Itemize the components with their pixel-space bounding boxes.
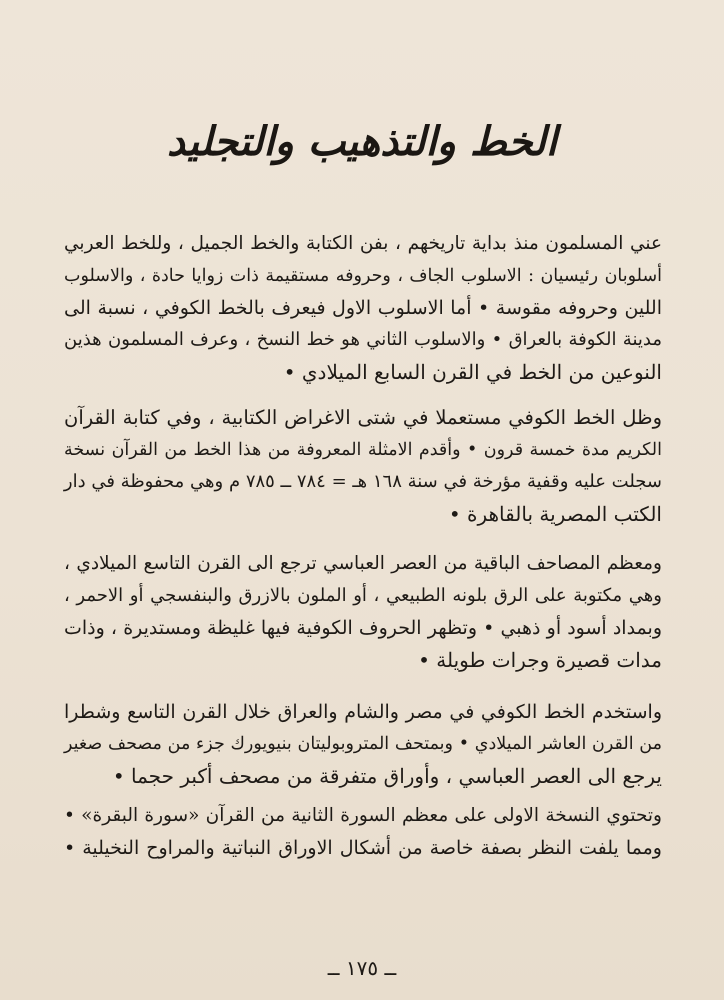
paragraph <box>64 402 662 530</box>
page-number: ــ ١٧٥ ــ <box>327 956 397 980</box>
paragraph <box>64 548 662 676</box>
text-line: مدينة الكوفة بالعراق • والاسلوب الثاني هو خط النسخ ، وعرف المسلمون هذين <box>64 329 662 350</box>
text-line: وتحتوي النسخة الاولى على معظم السورة الثانية من القرآن «سورة البقرة» • <box>64 805 662 826</box>
text-line: سجلت عليه وقفية مؤرخة في سنة ١٦٨ هـ = ٧٨٤ ــ ٧٨٥ م وهي محفوظة في دار <box>63 471 662 492</box>
text-line: ومما يلفت النظر بصفة خاصة من أشكال الاوراق النباتية والمراوح النخيلية • <box>64 837 662 859</box>
paragraph <box>64 228 662 388</box>
chapter-title: الخط والتذهيب والتجليد <box>167 118 557 165</box>
text-line: ومعظم المصاحف الباقية من العصر العباسي ترجع الى القرن التاسع الميلادي ، <box>64 553 662 574</box>
text-line: وهي مكتوبة على الرق بلونه الطبيعي ، أو الملون بالازرق والبنفسجي أو الاحمر ، <box>64 585 662 606</box>
text-line: من القرن العاشر الميلادي • وبمتحف المتروبوليتان بنيويورك جزء من مصحف صغير <box>64 734 662 754</box>
text-line: الكريم مدة خمسة قرون • وأقدم الامثلة المعروفة من هذا الخط من القرآن نسخة <box>64 440 662 460</box>
text-line: النوعين من الخط في القرن السابع الميلادي • <box>283 360 662 384</box>
text-line: اللين وحروفه مقوسة • أما الاسلوب الاول فيعرف بالخط الكوفي ، نسبة الى <box>64 297 662 319</box>
text-line: واستخدم الخط الكوفي في مصر والشام والعراق خلال القرن التاسع وشطرا <box>64 701 662 723</box>
text-line: وبمداد أسود أو ذهبي • وتظهر الحروف الكوفية فيها غليظة ومستديرة ، وذات <box>64 617 662 639</box>
text-line: الكتب المصرية بالقاهرة • <box>448 502 662 526</box>
body-text <box>64 228 662 864</box>
text-line: يرجع الى العصر العباسي ، وأوراق متفرقة من مصحف أكبر حجما • <box>112 764 662 788</box>
paragraph <box>64 800 662 864</box>
text-line: عني المسلمون منذ بداية تاريخهم ، بفن الكتابة والخط الجميل ، وللخط العربي <box>64 233 662 254</box>
text-line: مدات قصيرة وجرات طويلة • <box>418 648 662 672</box>
text-line: وظل الخط الكوفي مستعملا في شتى الاغراض الكتابية ، وفي كتابة القرآن <box>64 406 662 429</box>
text-line: أسلوبان رئيسيان : الاسلوب الجاف ، وحروفه مستقيمة ذات زوايا حادة ، والاسلوب <box>64 266 662 286</box>
paragraph <box>64 696 662 792</box>
